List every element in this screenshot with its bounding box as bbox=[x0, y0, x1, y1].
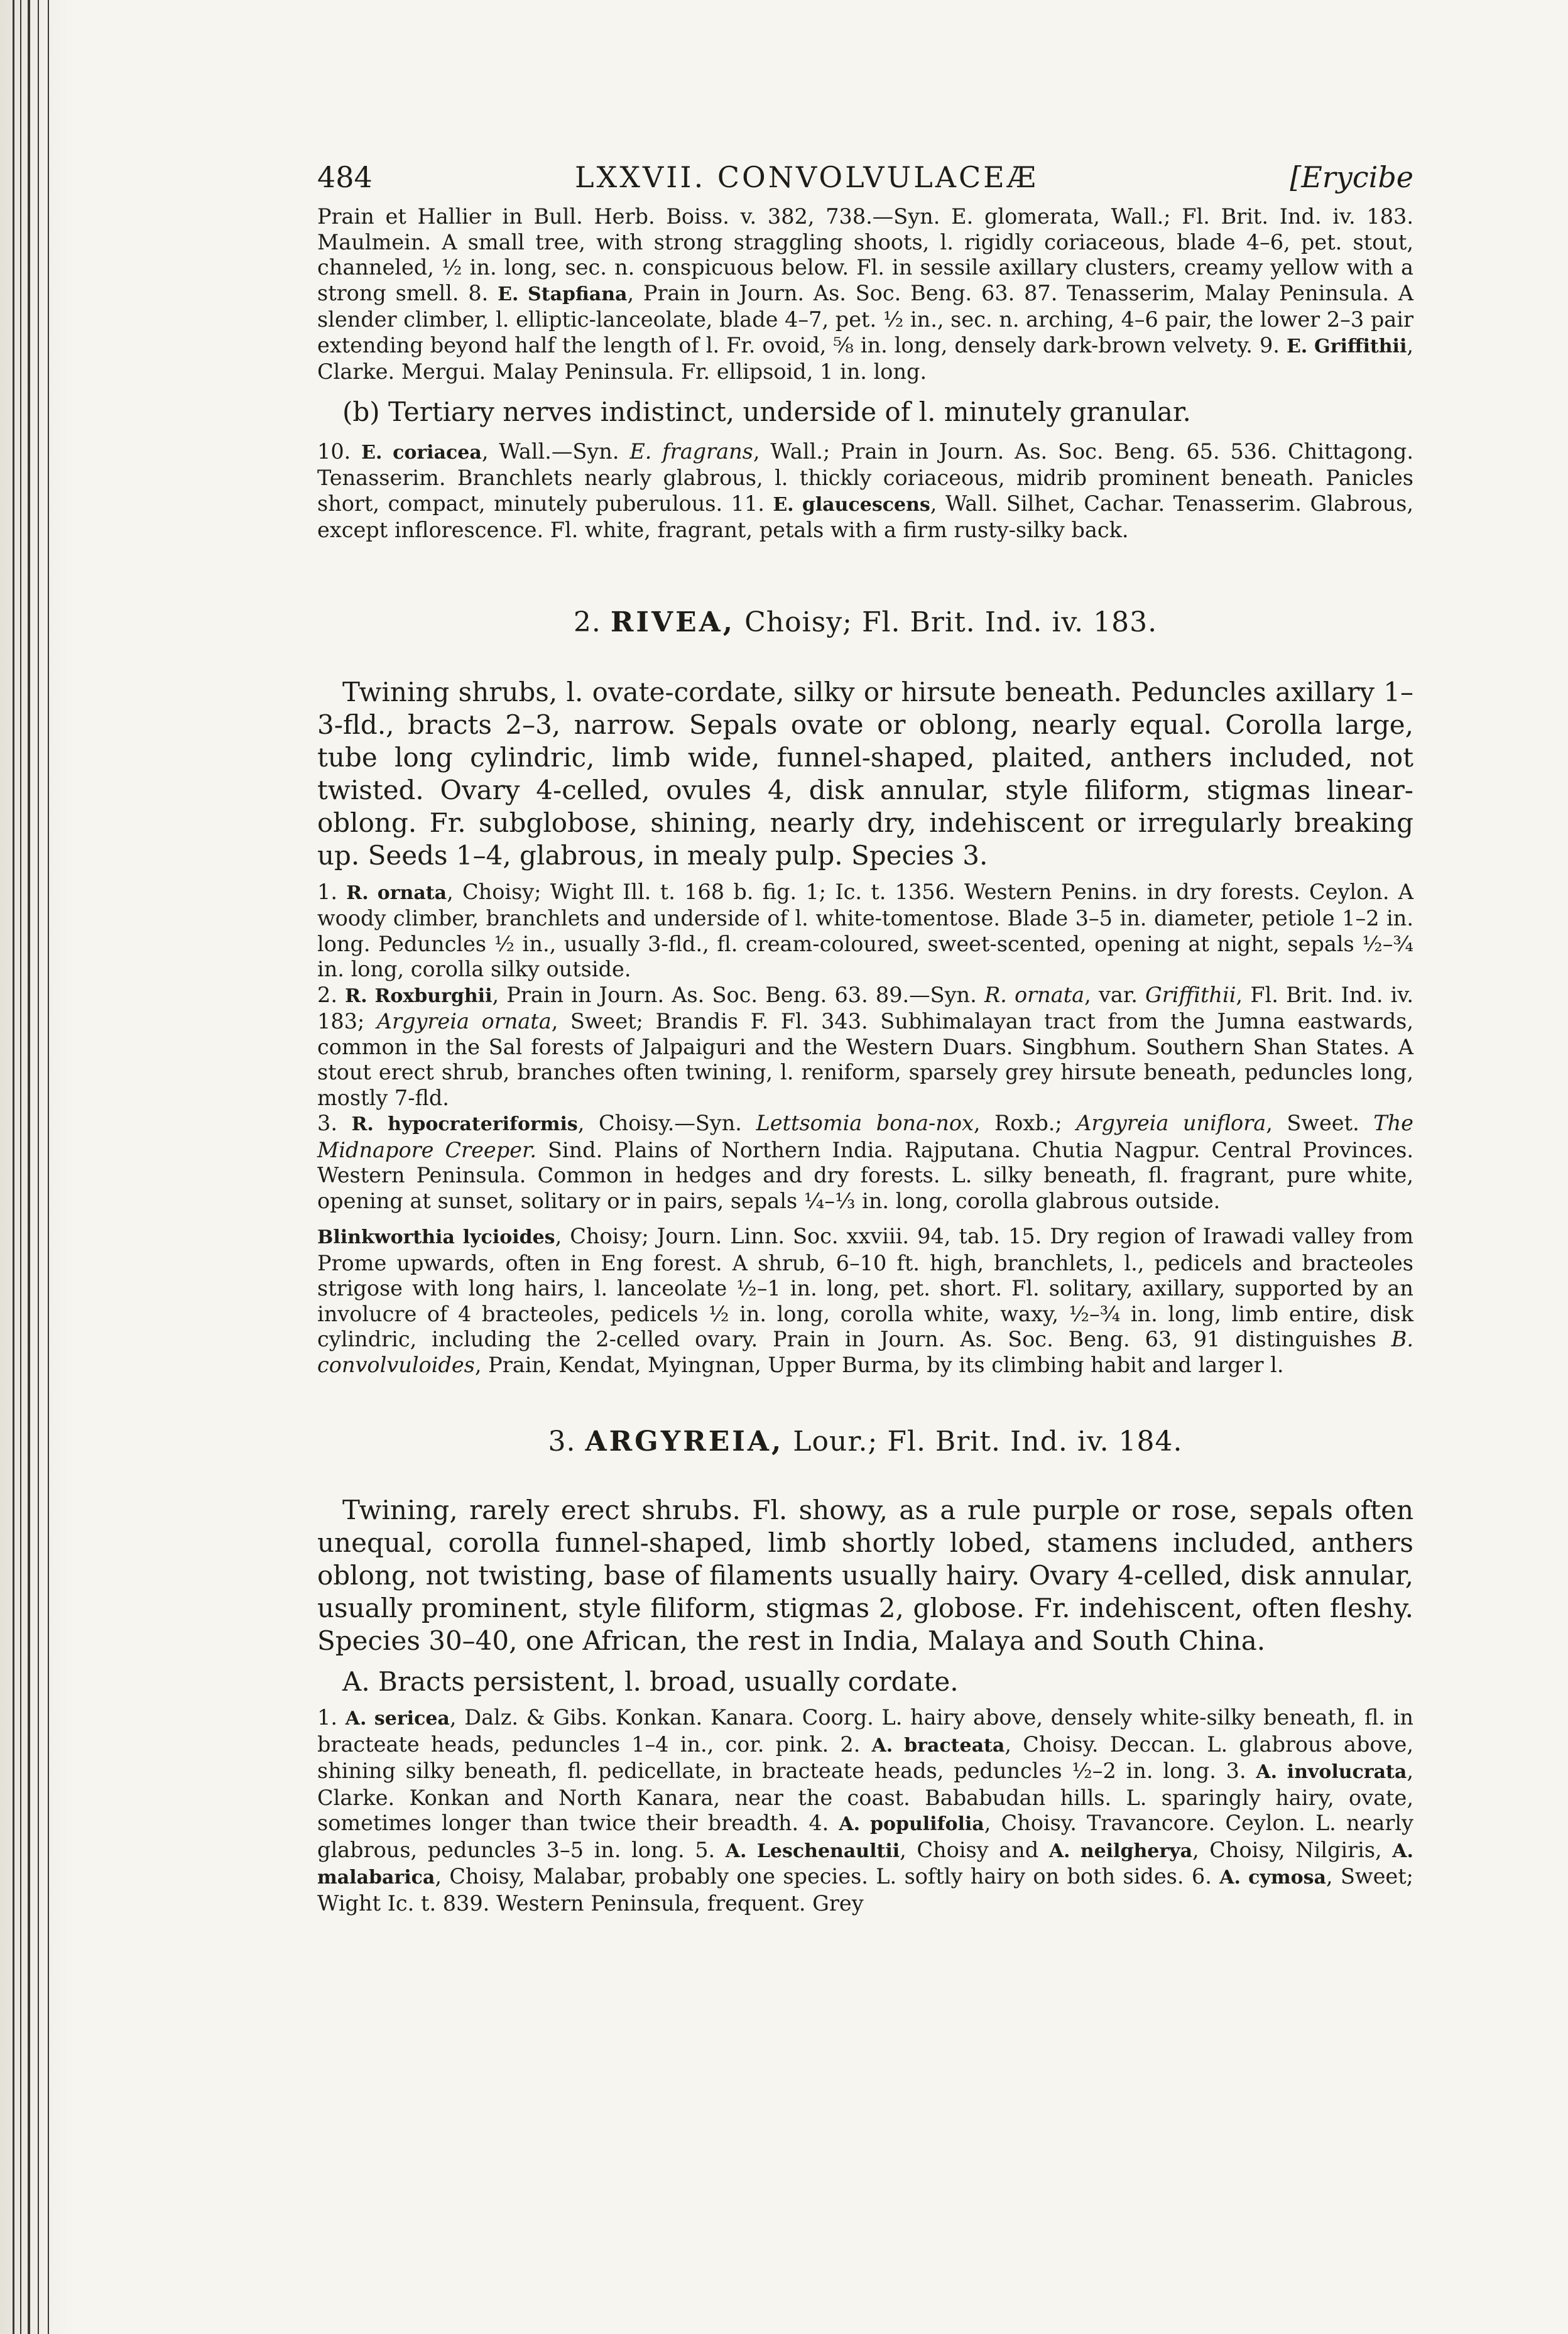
species-name: A. malabarica bbox=[317, 1840, 1413, 1889]
genus-heading-argyreia: 3. ARGYREIA, Lour.; Fl. Brit. Ind. iv. 184. bbox=[548, 1426, 1183, 1458]
species-name: A. involucrata bbox=[1256, 1761, 1407, 1783]
species-paragraph: 1. R. ornata, Choisy; Wight Ill. t. 168 b. fig. 1; Ic. t. 1356. Western Penins. in dry forests. Ceylon. A woody climber, branchlets and underside of l. white-tomentose. Blade 3–5 in. diameter, petiole 1–2 in. long. Peduncles ½ in., usually 3-fld., fl. cream-coloured, sweet-scented, opening at night, sepals ½–¾ in. long, corolla silky outside. bbox=[317, 879, 1413, 981]
species-name: E. glaucescens bbox=[773, 493, 930, 516]
species-paragraph: 3. R. hypocrateriformis, Choisy.—Syn. Lettsomia bona-nox, Roxb.; Argyreia uniflora, Sweet. The Midnapore Creeper. Sind. Plains of Northern India. Rajputana. Chutia Nagpur. Central Provinces. Western Peninsula. Common in hedges and dry forests. L. silky beneath, fl. fragrant, pure white, opening at sunset, solitary or in pairs, sepals ¼–⅓ in. long, corolla glabrous outside. bbox=[317, 1111, 1413, 1213]
argyreia-species bbox=[317, 1705, 1413, 1916]
page bbox=[317, 148, 1413, 1916]
binding-line bbox=[20, 0, 21, 2334]
species-name: R. hypocrateriformis bbox=[351, 1113, 578, 1135]
genus-running-head: [Erycibe bbox=[1290, 160, 1413, 194]
binding-line bbox=[38, 0, 39, 2334]
binding-line bbox=[28, 0, 30, 2334]
family-title: LXXVII. CONVOLVULACEÆ bbox=[575, 160, 1038, 194]
erycibe-group-b bbox=[317, 439, 1413, 543]
rivea-description: Twining shrubs, l. ovate-cordate, silky or hirsute beneath. Peduncles axillary 1–3-fld., bracts 2–3, narrow. Sepals ovate or oblong, nearly equal. Corolla large, tube long cylindric, limb wide, funnel-shaped, plaited, anthers included, not twisted. Ovary 4-celled, ovules 4, disk annular, style filiform, stigmas linear-oblong. Fr. subglobose, shining, nearly dry, indehiscent or irregularly breaking up. Seeds 1–4, glabrous, in mealy pulp. Species 3. bbox=[317, 676, 1413, 871]
group-heading: (b) Tertiary nerves indistinct, underside of l. minutely granular. bbox=[342, 396, 1191, 427]
species-paragraph: Blinkworthia lycioides, Choisy; Journ. Linn. Soc. xxviii. 94, tab. 15. Dry region of Irawadi valley from Prome upwards, often in Eng forest. A shrub, 6–10 ft. high, branchlets, l., pedicels and bracteoles strigose with long hairs, l. lanceolate ½–1 in. long, pet. short. Fl. solitary, axillary, supported by an involucre of 4 bracteoles, pedicels ½ in. long, corolla white, waxy, ½–¾ in. long, limb entire, disk cylindric, including the 2-celled ovary. Prain in Journ. As. Soc. Beng. 63, 91 distinguishes B. convolvuloides, Prain, Kendat, Myingnan, Upper Burma, by its climbing habit and larger l. bbox=[317, 1224, 1413, 1377]
species-name: A. bracteata bbox=[871, 1734, 1005, 1757]
argyreia-description: Twining, rarely erect shrubs. Fl. showy, as a rule purple or rose, sepals often unequal, corolla funnel-shaped, limb shortly lobed, stamens included, anthers oblong, not twisting, base of filaments usually hairy. Ovary 4-celled, disk annular, usually prominent, style filiform, stigmas 2, globose. Fr. indehiscent, often fleshy. Species 30–40, one African, the rest in India, Malaya and South China. bbox=[317, 1495, 1413, 1656]
species-paragraph: 2. R. Roxburghii, Prain in Journ. As. Soc. Beng. 63. 89.—Syn. R. ornata, var. Griffithii, Fl. Brit. Ind. iv. 183; Argyreia ornata, Sweet; Brandis F. Fl. 343. Subhimalayan tract from the Jumna eastwards, common in the Sal forests of Jalpaiguri and the Western Duars. Singbhum. Southern Shan States. A stout erect shrub, branches often twining, l. reniform, sparsely grey hirsute beneath, peduncles long, mostly 7-fld. bbox=[317, 982, 1413, 1110]
binding-line bbox=[48, 0, 49, 2334]
erycibe-species-paragraph: Prain et Hallier in Bull. Herb. Boiss. v. 382, 738.—Syn. E. glomerata, Wall.; Fl. Brit. Ind. iv. 183. Maulmein. A small tree, with strong straggling shoots, l. rigidly coriaceous, blade 4–6, pet. stout, channeled, ½ in. long, sec. n. conspicuous below. Fl. in sessile axillary clusters, creamy yellow with a strong smell. 8. E. Stapfiana, Prain in Journ. As. Soc. Beng. 63. 87. Tenasserim, Malay Peninsula. A slender climber, l. elliptic-lanceolate, blade 4–7, pet. ½ in., sec. n. arching, 4–6 pair, the lower 2–3 pair extending beyond half the length of l. Fr. ovoid, ⅝ in. long, densely dark-brown velvety. 9. E. Griffithii, Clarke. Mergui. Malay Peninsula. Fr. ellipsoid, 1 in. long. bbox=[317, 204, 1413, 384]
species-paragraph: 10. E. coriacea, Wall.—Syn. E. fragrans, Wall.; Prain in Journ. As. Soc. Beng. 65. 536. Chittagong. Tenasserim. Branchlets nearly glabrous, l. thickly coriaceous, midrib prominent beneath. Panicles short, compact, minutely puberulous. 11. E. glaucescens, Wall. Silhet, Cachar. Tenasserim. Glabrous, except inflorescence. Fl. white, fragrant, petals with a firm rusty-silky back. bbox=[317, 439, 1414, 542]
species-name: R. Roxburghii bbox=[345, 984, 493, 1007]
species-name: A. sericea bbox=[345, 1708, 450, 1730]
rivea-species bbox=[317, 880, 1413, 1378]
binding-line bbox=[13, 0, 14, 2334]
species-name: E. Griffithii bbox=[1286, 335, 1407, 357]
species-name: E. Stapfiana bbox=[498, 283, 628, 305]
species-name: R. ornata bbox=[346, 881, 447, 904]
species-name: Blinkworthia lycioides bbox=[317, 1226, 555, 1248]
running-header bbox=[317, 148, 1413, 204]
erycibe-continuation bbox=[317, 204, 1413, 385]
species-name: E. coriacea bbox=[361, 441, 482, 464]
genus-heading-rivea: 2. RIVEA, Choisy; Fl. Brit. Ind. iv. 183. bbox=[573, 606, 1158, 638]
species-name: A. cymosa bbox=[1219, 1867, 1326, 1889]
species-name: A. neilgherya bbox=[1048, 1840, 1193, 1862]
group-heading: A. Bracts persistent, l. broad, usually cordate. bbox=[342, 1666, 959, 1697]
species-name: A. populifolia bbox=[839, 1813, 984, 1835]
species-paragraph: 1. A. sericea, Dalz. & Gibs. Konkan. Kanara. Coorg. L. hairy above, densely white-silky beneath, fl. in bracteate heads, peduncles 1–4 in., cor. pink. 2. A. bracteata, Choisy. Deccan. L. glabrous above, shining silky beneath, fl. pedicellate, in bracteate heads, peduncles ½–2 in. long. 3. A. involucrata, Clarke. Konkan and North Kanara, near the coast. Bababudan hills. L. sparingly hairy, ovate, sometimes longer than twice their breadth. 4. A. populifolia, Choisy. Travancore. Ceylon. L. nearly glabrous, peduncles 3–5 in. long. 5. A. Leschenaultii, Choisy and A. neilgherya, Choisy, Nilgiris, A. malabarica, Choisy, Malabar, probably one species. L. softly hairy on both sides. 6. A. cymosa, Sweet; Wight Ic. t. 839. Western Peninsula, frequent. Grey bbox=[317, 1705, 1414, 1916]
page-number: 484 bbox=[317, 160, 373, 194]
species-name: A. Leschenaultii bbox=[725, 1840, 900, 1862]
